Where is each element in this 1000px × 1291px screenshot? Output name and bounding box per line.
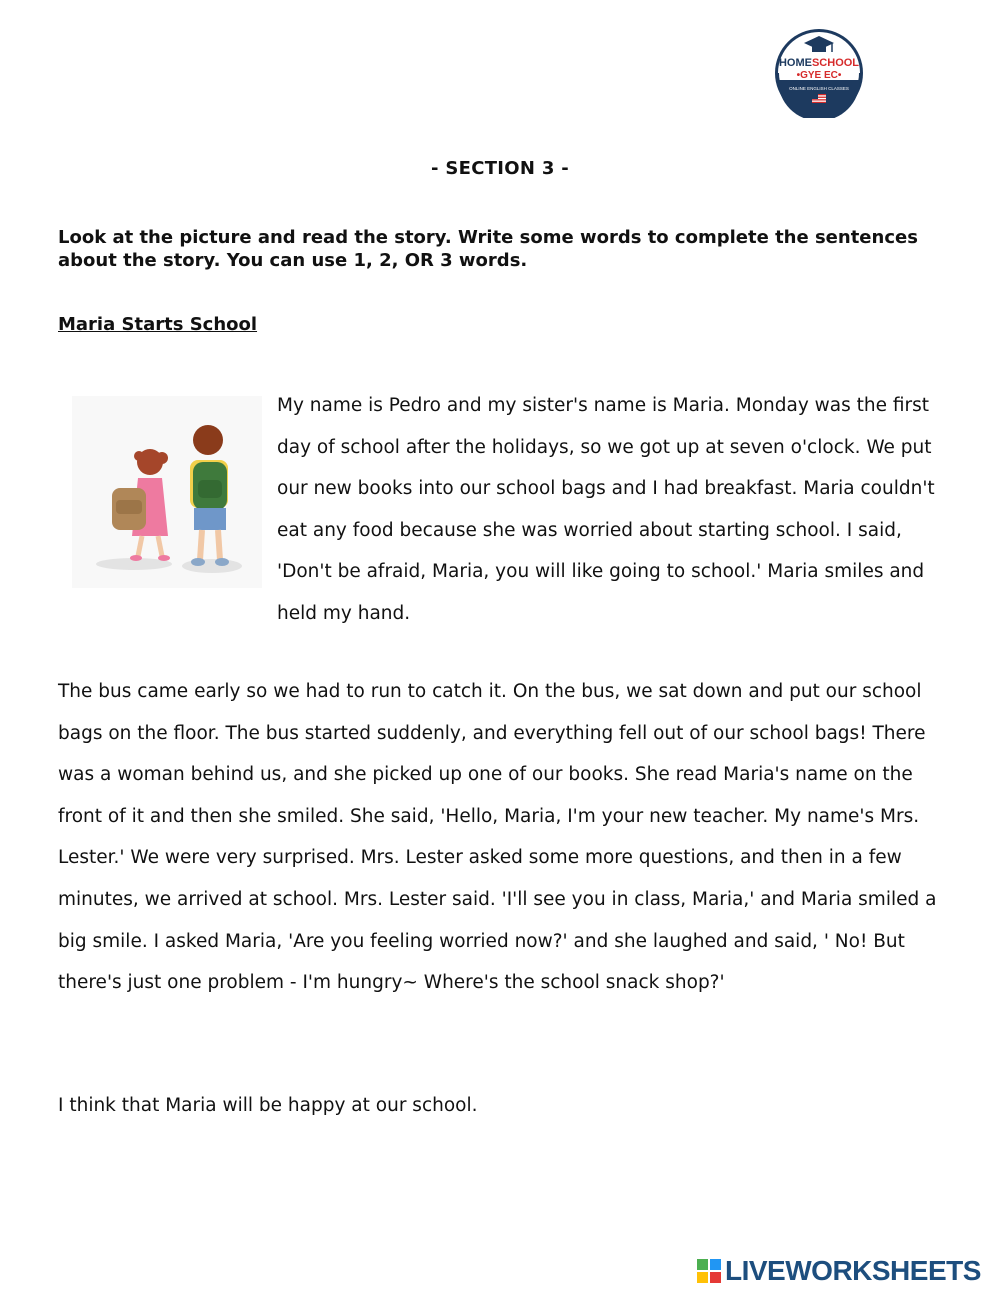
story-paragraph-2-text: The bus came early so we had to run to catch it. On the bus, we sat down and put our school bags on the floor. The bus started suddenly, and everything fell out of our school bags! There was a woman behind us, and she picked up one of our books. She read Maria's name on the front of it and then she smiled. She said, 'Hello, Maria, I'm your new teacher. My name's Mrs. Lester.' We were very surprised. Mrs. Lester asked some more questions, and then in a few minutes, we arrived at school. Mrs. Lester said. 'I'll see you in class, Maria,' and Maria smiled a big smile. I asked Maria, 'Are you feeling worried now?' and she laughed and said, ' No! But there's just one problem - I'm hungry~ Where's the school snack shop?' [58,681,937,994]
instructions: Look at the picture and read the story. Write some words to complete the sentences about the story. You can use 1, 2, OR 3 words. [58,227,918,271]
children-walking-to-school-illustration [72,396,262,588]
story-paragraph-1-text: My name is Pedro and my sister's name is Maria. Monday was the first day of school after the holidays, so we got up at seven o'clock. We put our new books into our school bags and I had breakfast. Maria couldn't eat any food because she was worried about starting school. I said, 'Don't be afraid, Maria, you will like going to school.' Maria smiles and held my hand. [277,395,935,624]
svg-text:HOMESCHOOL: HOMESCHOOL [778,57,860,69]
svg-text:•GYE EC•: •GYE EC• [796,70,842,81]
story-paragraph-3-text: I think that Maria will be happy at our school. [58,1095,478,1116]
homeschool-gye-ec-logo [774,28,864,118]
liveworksheets-blocks-icon [697,1259,721,1283]
liveworksheets-logo [697,1254,981,1288]
story-paragraph-1 [277,385,937,635]
svg-text:ONLINE ENGLISH CLASSES: ONLINE ENGLISH CLASSES [789,86,849,91]
section-title: - SECTION 3 - [431,158,569,179]
liveworksheets-brand: LIVEWORKSHEETS [725,1255,981,1286]
story-title: Maria Starts School [58,314,258,335]
story-paragraph-3 [58,1085,938,1127]
story-paragraph-2 [58,671,938,1004]
